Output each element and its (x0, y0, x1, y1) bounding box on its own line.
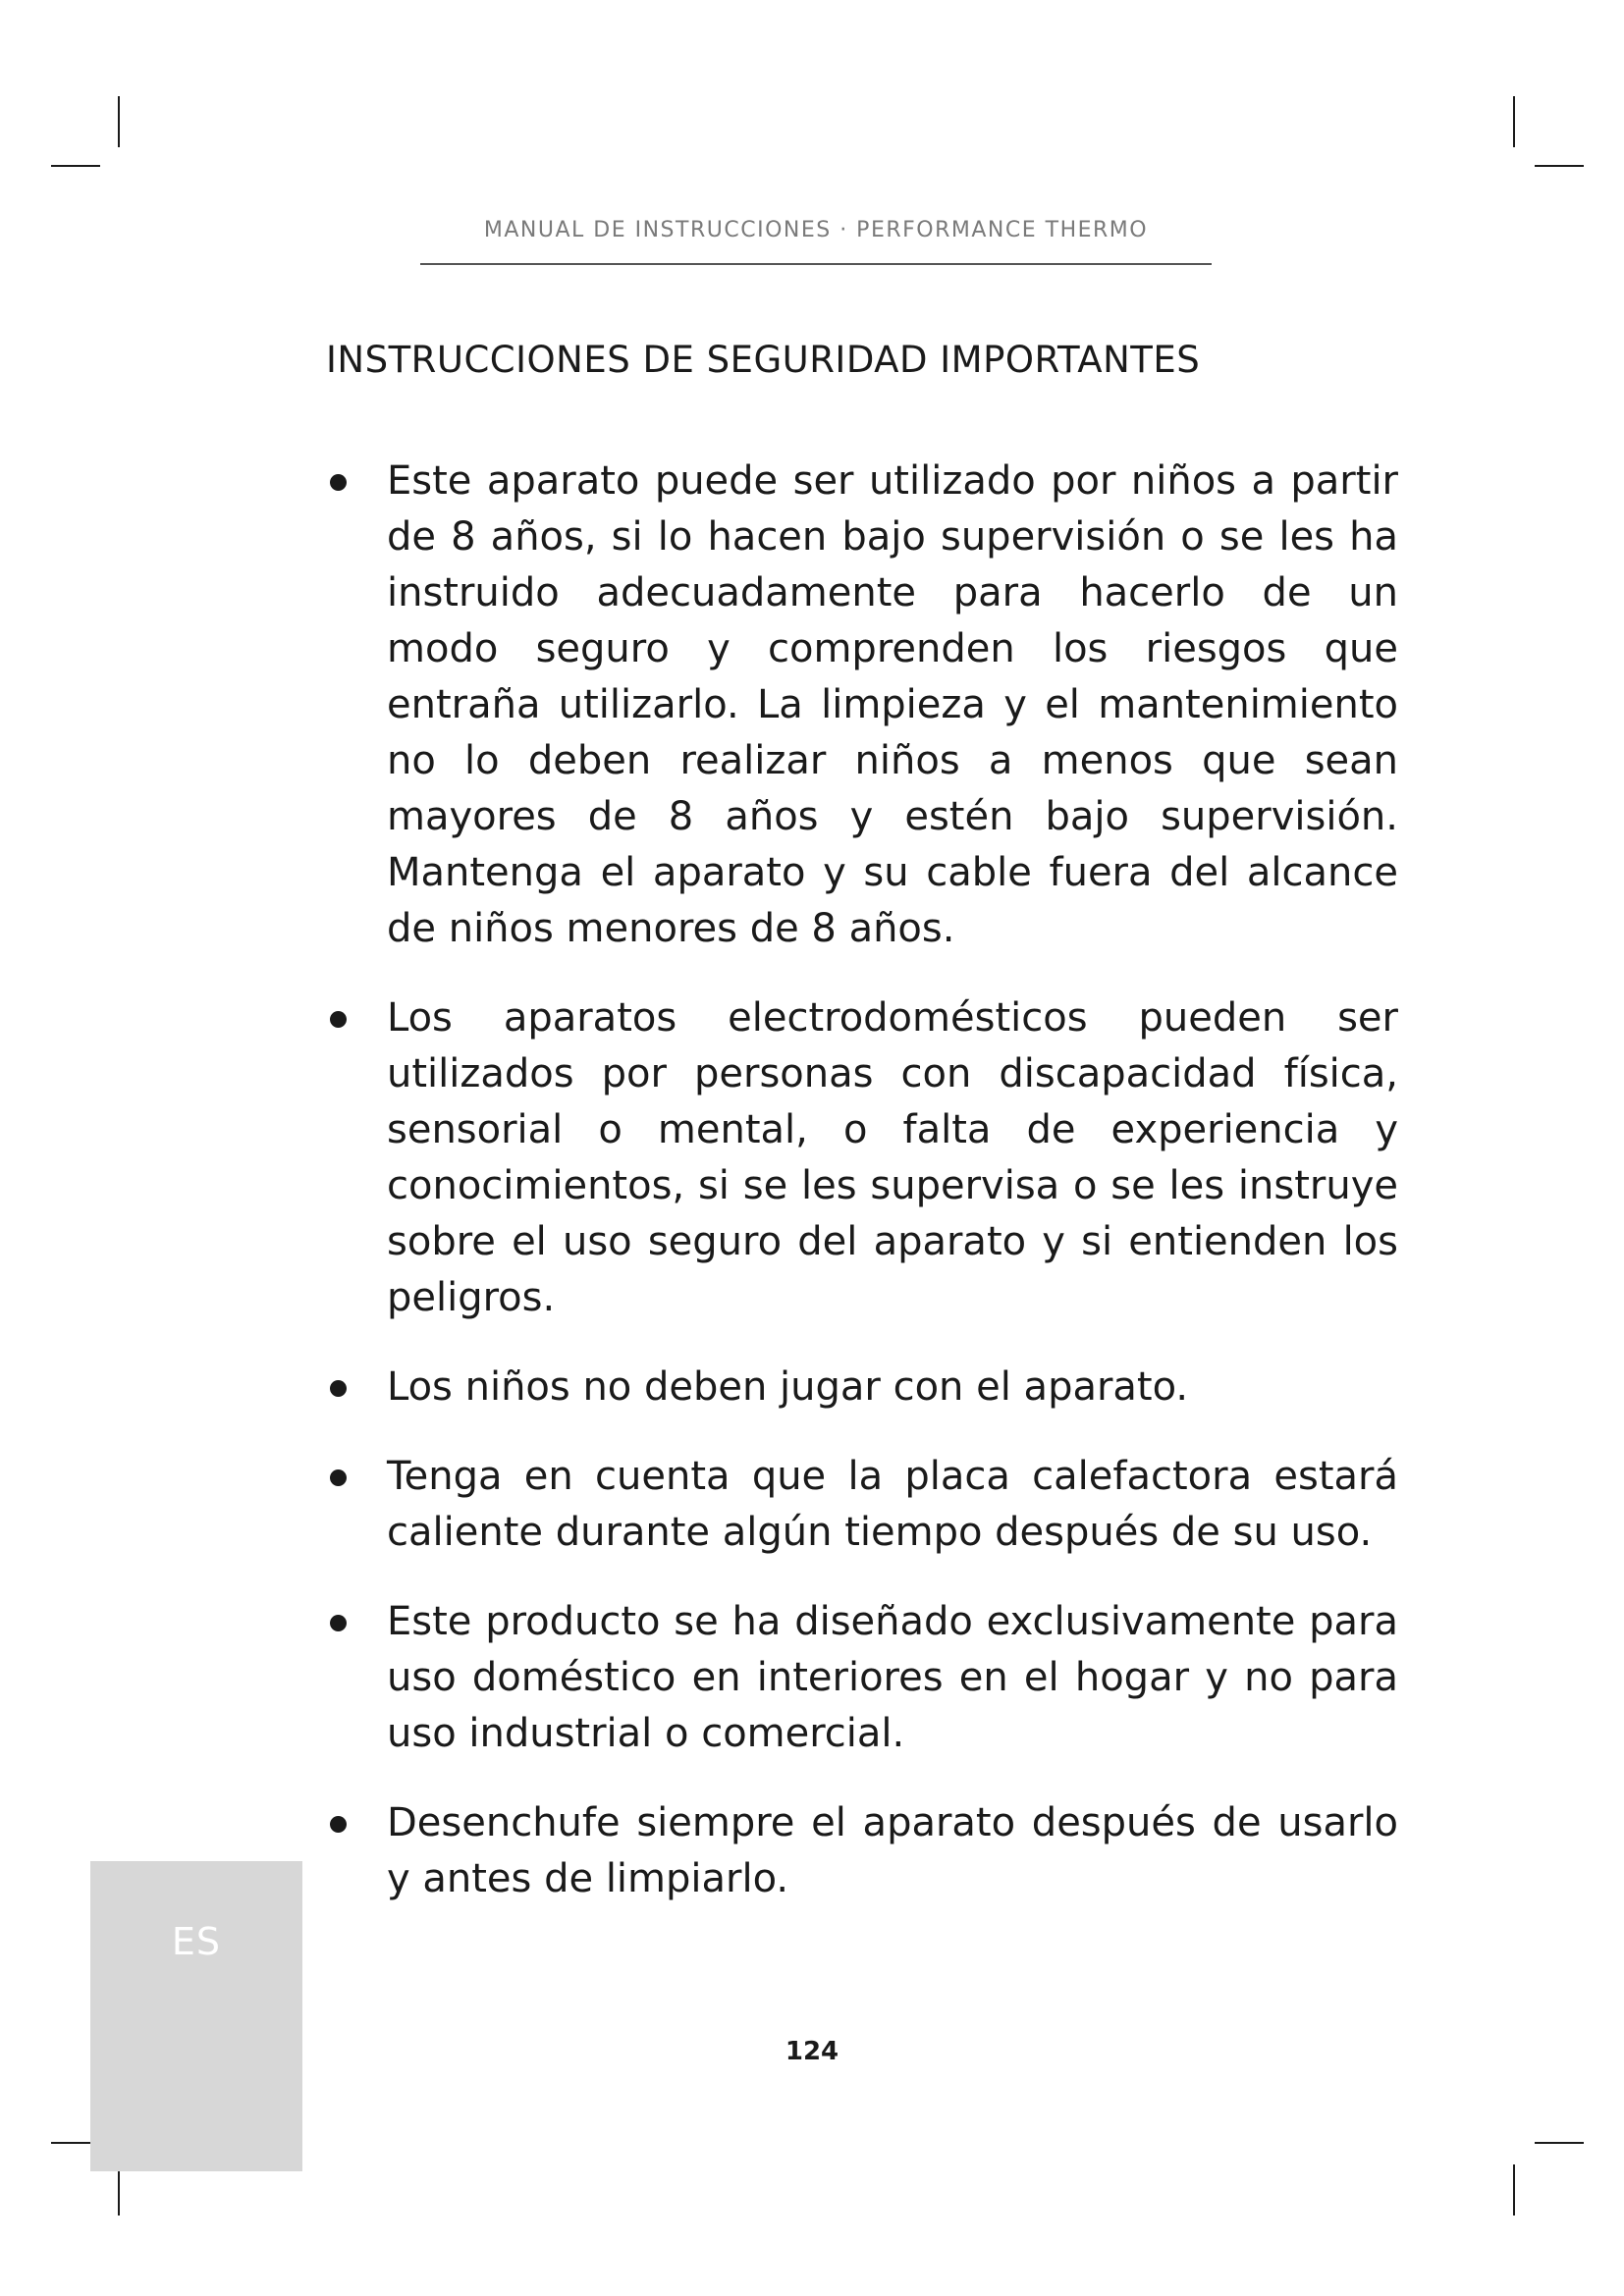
bullet-dot-icon (330, 474, 347, 491)
list-item (326, 990, 1398, 1326)
list-item-text: Desenchufe siempre el aparato después de usarlo y antes de limpiarlo. (387, 1800, 1398, 1901)
bullet-dot-icon (330, 1469, 347, 1486)
bullet-dot-icon (330, 1615, 347, 1631)
header-divider (420, 263, 1212, 265)
language-tab (90, 1861, 302, 2171)
language-tab-label: ES (171, 1920, 222, 1963)
list-item-text: Tenga en cuenta que la placa calefactora estará caliente durante algún tiempo después de su uso. (387, 1454, 1398, 1555)
list-item-text: Este producto se ha diseñado exclusivamente para uso doméstico en interiores en el hogar y no para uso industrial o comercial. (387, 1599, 1398, 1756)
crop-mark-bottom-right-vertical (1513, 2164, 1515, 2216)
list-item-text: Este aparato puede ser utilizado por niños a partir de 8 años, si lo hacen bajo supervisión o se les ha instruido adecuadamente para hacerlo de un modo seguro y comprenden los riesgos que entraña utilizarlo. La limpieza y el mantenimiento no lo deben realizar niños a menos que sean mayores de 8 años y estén bajo supervisión. Mantenga el aparato y su cable fuera del alcance de niños menores de 8 años. (387, 458, 1398, 951)
list-item-text: Los niños no deben jugar con el aparato. (387, 1364, 1189, 1410)
safety-instructions-list (326, 454, 1398, 1941)
list-item (326, 454, 1398, 957)
list-item (326, 1795, 1398, 1907)
running-header: MANUAL DE INSTRUCCIONES · PERFORMANCE THERMO (483, 218, 1149, 242)
crop-mark-top-left-horizontal (51, 165, 100, 167)
page-number: 124 (785, 2037, 839, 2066)
list-item (326, 1449, 1398, 1561)
crop-mark-top-left-vertical (118, 96, 120, 147)
crop-mark-top-right-horizontal (1535, 165, 1584, 167)
list-item (326, 1360, 1398, 1415)
bullet-dot-icon (330, 1380, 347, 1397)
list-item (326, 1594, 1398, 1762)
section-title: INSTRUCCIONES DE SEGURIDAD IMPORTANTES (326, 339, 1201, 381)
crop-mark-bottom-right-horizontal (1535, 2142, 1584, 2144)
bullet-dot-icon (330, 1011, 347, 1028)
crop-mark-top-right-vertical (1513, 96, 1515, 147)
crop-mark-bottom-left-vertical (118, 2164, 120, 2216)
list-item-text: Los aparatos electrodomésticos pueden ser utilizados por personas con discapacidad física, sensorial o mental, o falta de experiencia y conocimientos, si se les supervisa o se les instruye sobre el uso seguro del aparato y si entienden los peligros. (387, 995, 1398, 1320)
bullet-dot-icon (330, 1816, 347, 1833)
